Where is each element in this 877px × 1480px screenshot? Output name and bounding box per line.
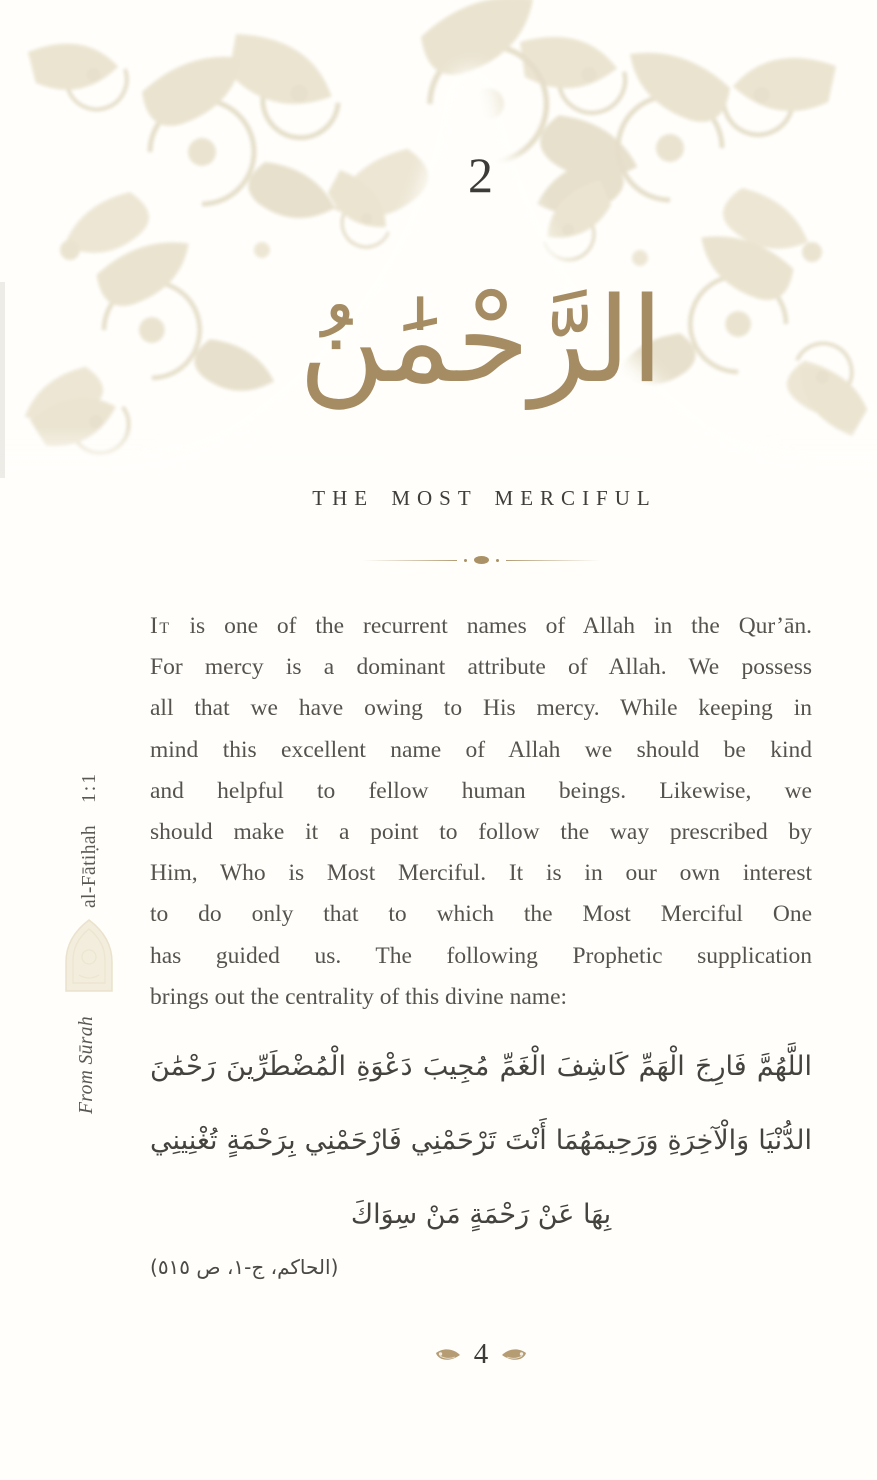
divider-dot-icon <box>464 559 467 562</box>
section-divider <box>150 553 812 567</box>
leaf-fleuron-left-icon <box>435 1347 461 1363</box>
body-line: to do only that to which the Most Merciful One <box>150 901 812 928</box>
body-line: and helpful to fellow human beings. Likewise, we <box>150 777 812 804</box>
mihrab-arch-icon <box>61 917 117 993</box>
divider-diamond-icon <box>474 556 489 564</box>
chapter-number: 2 <box>468 147 494 203</box>
prophetic-supplication <box>150 1030 812 1252</box>
page-number: 4 <box>473 1338 489 1370</box>
leaf-fleuron-right-icon <box>501 1347 527 1363</box>
supplication-line: بِهَا عَنْ رَحْمَةٍ مَنْ سِوَاكَ <box>350 1199 612 1230</box>
supplication-line: الدُّنْيَا وَالْآخِرَةِ وَرَحِيمَهُمَا أَنْتَ تَرْحَمْنِي فَارْحَمْنِي بِرَحْمَةٍ تُغْنِينِي <box>150 1125 812 1156</box>
divider-rule-left <box>363 560 457 561</box>
supplication-line: اللَّهُمَّ فَارِجَ الْهَمِّ كَاشِفَ الْغَمِّ مُجِيبَ دَعْوَةِ الْمُضْطَرِّينَ رَحْمَٰنَ <box>150 1051 812 1082</box>
body-line <box>150 606 812 647</box>
body-paragraph <box>150 606 812 1018</box>
body-line: mind this excellent name of Allah we should be kind <box>150 736 812 763</box>
lead-small-caps: It <box>150 613 171 639</box>
body-line: all that we have owing to His mercy. While keeping in <box>150 695 812 722</box>
sidebar-from-surah-label: From Sūrah <box>76 1015 97 1114</box>
sidebar-verse: 1:1 <box>79 772 100 803</box>
divine-name-english: THE MOST MERCIFUL <box>312 486 657 510</box>
body-line: brings out the centrality of this divine name: <box>150 983 568 1010</box>
sidebar-surah-reference <box>79 772 101 908</box>
supplication-citation: (الحاكم، ج-١، ص ٥١٥) <box>150 1255 339 1279</box>
divine-name-arabic: الرَّحْمَٰنُ <box>298 271 664 409</box>
body-line-text: is one of the recurrent names of Allah in the Qur’ān. <box>170 613 812 639</box>
divider-rule-right <box>506 560 600 561</box>
body-line: has guided us. The following Prophetic supplication <box>150 942 812 969</box>
page-number-row <box>150 1338 812 1371</box>
scan-edge-artifact <box>0 282 5 478</box>
sidebar-surah-name: al-Fātiḥah <box>79 824 100 908</box>
body-line: Him, Who is Most Merciful. It is in our own interest <box>150 860 812 887</box>
body-line: should make it a point to follow the way prescribed by <box>150 819 812 846</box>
divider-dot-icon <box>496 559 499 562</box>
body-line: For mercy is a dominant attribute of Allah. We possess <box>150 654 812 681</box>
